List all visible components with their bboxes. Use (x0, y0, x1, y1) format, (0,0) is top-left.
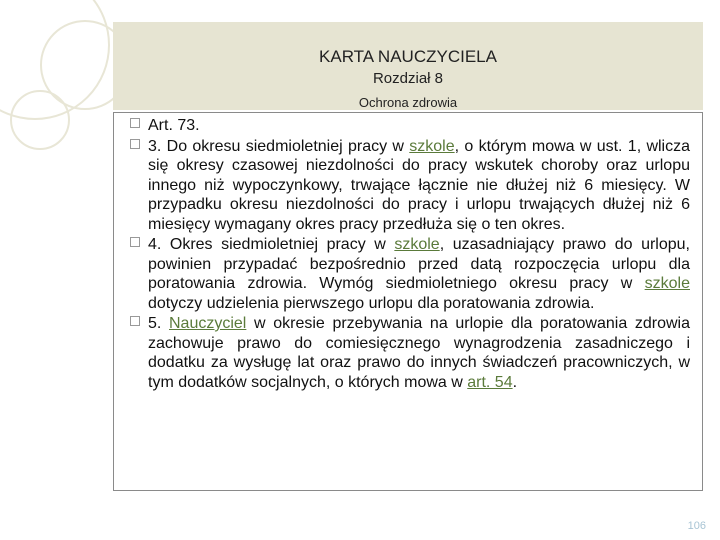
link-szkole[interactable]: szkole (644, 275, 690, 292)
item-text: dotyczy udzielenia pierwszego urlopu dla poratowania zdrowia. (148, 294, 595, 312)
item-text: , uzasadniający prawo do urlopu, powinien przypadać bezpośrednio przed datą rozpoczęcia urlopu dla poratowania zdrowia. Wymóg siedmioletniego okresu pracy w (148, 236, 691, 292)
decorative-circle-small (10, 90, 70, 150)
link-nauczyciel[interactable]: Nauczyciel (169, 315, 247, 332)
bullet-icon (130, 237, 140, 247)
bullet-icon (130, 118, 140, 128)
item-text: 3. Do okresu siedmioletniej pracy w (148, 137, 410, 155)
chapter-title: Rozdział 8 (372, 70, 444, 87)
article-list (148, 116, 690, 393)
item-text: 5. (148, 315, 169, 332)
item-text: . (512, 373, 518, 391)
list-item-art-73 (148, 116, 690, 136)
section-title: Ochrona zdrowia (358, 95, 458, 110)
slide-title: KARTA NAUCZYCIELA (319, 47, 497, 66)
list-item-4 (148, 235, 690, 313)
item-text: w okresie przebywania na urlopie dla poratowania zdrowia zachowuje prawo do comiesięcznego wynagrodzenia zasadniczego i dodatku za wysługę lat oraz prawo do innych świadczeń pracowniczych, w tym dodatków socjalnych, o których mowa w (148, 315, 690, 391)
bullet-icon (130, 316, 140, 326)
link-art-54[interactable]: art. 54 (467, 373, 513, 391)
item-text: Art. 73. (148, 117, 200, 134)
link-szkole[interactable]: szkole (394, 236, 440, 253)
list-item-5 (148, 314, 690, 392)
bullet-icon (130, 139, 140, 149)
item-text: 4. Okres siedmioletniej pracy w (148, 236, 395, 253)
item-text: , o którym mowa w ust. 1, wlicza się okresy czasowej niezdolności do pracy wskutek choroby oraz urlopu innego niż wypoczynkowy, trwające łącznie nie dłużej niż 6 miesięcy. W przypadku okresu niezdolności do pracy i urlopu trwających dłużej niż 6 miesięcy wymagany okres pracy przedłuża się o ten okres. (148, 137, 691, 233)
link-szkole[interactable]: szkole (409, 137, 455, 155)
list-item-3 (148, 137, 690, 235)
page-number: 106 (687, 520, 706, 532)
